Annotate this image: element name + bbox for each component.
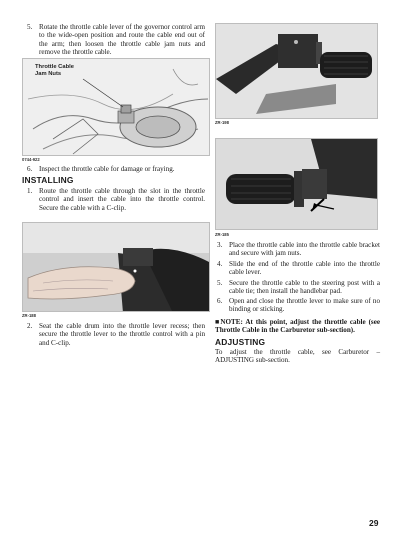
throttle-lever-photo bbox=[216, 139, 378, 230]
step-text: Open and close the throttle lever to make sure of no binding or sticking. bbox=[229, 297, 380, 314]
step-text: Place the throttle cable into the throttle cable bracket and secure with jam nuts. bbox=[229, 241, 380, 258]
step-6-remove bbox=[27, 165, 205, 173]
step-text: Rotate the throttle cable lever of the governor control arm to the wide-open position and route the cable end out of the arm; then loosen the throttle cable jam nuts and remove the throttle cable. bbox=[39, 23, 205, 57]
step-number: 3. bbox=[217, 241, 223, 249]
adjusting-heading: ADJUSTING bbox=[215, 337, 266, 347]
figure-id-zr-185: ZR-185 bbox=[215, 232, 229, 237]
step-text: Inspect the throttle cable for damage or fraying. bbox=[39, 165, 175, 173]
install-step-4 bbox=[217, 260, 380, 277]
step-number: 6. bbox=[27, 165, 33, 173]
step-number: 5. bbox=[27, 23, 33, 31]
install-step-1 bbox=[27, 187, 205, 212]
photo-zr-188 bbox=[22, 222, 210, 312]
step-number: 1. bbox=[27, 187, 33, 195]
installing-heading: INSTALLING bbox=[22, 175, 74, 185]
note-text: NOTE: At this point, adjust the throttle cable (see Throttle Cable in the Carburetor sub-section). bbox=[215, 318, 380, 335]
step-text: Slide the end of the throttle cable into the throttle cable lever. bbox=[229, 260, 380, 277]
install-step-5 bbox=[217, 279, 380, 296]
step-number: 5. bbox=[217, 279, 223, 287]
step-number: 6. bbox=[217, 297, 223, 305]
photo-zr-198 bbox=[215, 23, 378, 119]
jam-nuts-figure bbox=[22, 58, 210, 156]
note-symbol: ■ bbox=[215, 318, 221, 326]
step-number: 4. bbox=[217, 260, 223, 268]
install-step-3 bbox=[217, 241, 380, 258]
page-number: 29 bbox=[369, 518, 379, 528]
note-paragraph bbox=[215, 318, 380, 335]
step-text: Seat the cable drum into the throttle lever recess; then secure the throttle lever to the throttle control with a pin and C-clip. bbox=[39, 322, 205, 347]
figure-id-0744-922: 0744-922 bbox=[22, 157, 40, 162]
step-text: Route the throttle cable through the slot in the throttle control and insert the cable into the throttle control. Secure the cable with a C-clip. bbox=[39, 187, 205, 212]
step-text: Secure the throttle cable to the steering post with a cable tie; then install the handlebar pad. bbox=[229, 279, 380, 296]
figure-id-zr-198: ZR-198 bbox=[215, 120, 229, 125]
handlebar-throttle-photo bbox=[216, 24, 378, 119]
install-step-2 bbox=[27, 322, 205, 347]
install-step-6 bbox=[217, 297, 380, 314]
jam-nuts-callout: Throttle Cable Jam Nuts bbox=[35, 64, 74, 77]
photo-zr-185 bbox=[215, 138, 378, 230]
throttle-control-hand-photo bbox=[23, 223, 210, 312]
adjusting-text: To adjust the throttle cable, see Carburetor – ADJUSTING sub-section. bbox=[215, 348, 380, 365]
step-number: 2. bbox=[27, 322, 33, 330]
step-5-remove bbox=[27, 23, 205, 57]
figure-id-zr-188: ZR-188 bbox=[22, 313, 36, 318]
